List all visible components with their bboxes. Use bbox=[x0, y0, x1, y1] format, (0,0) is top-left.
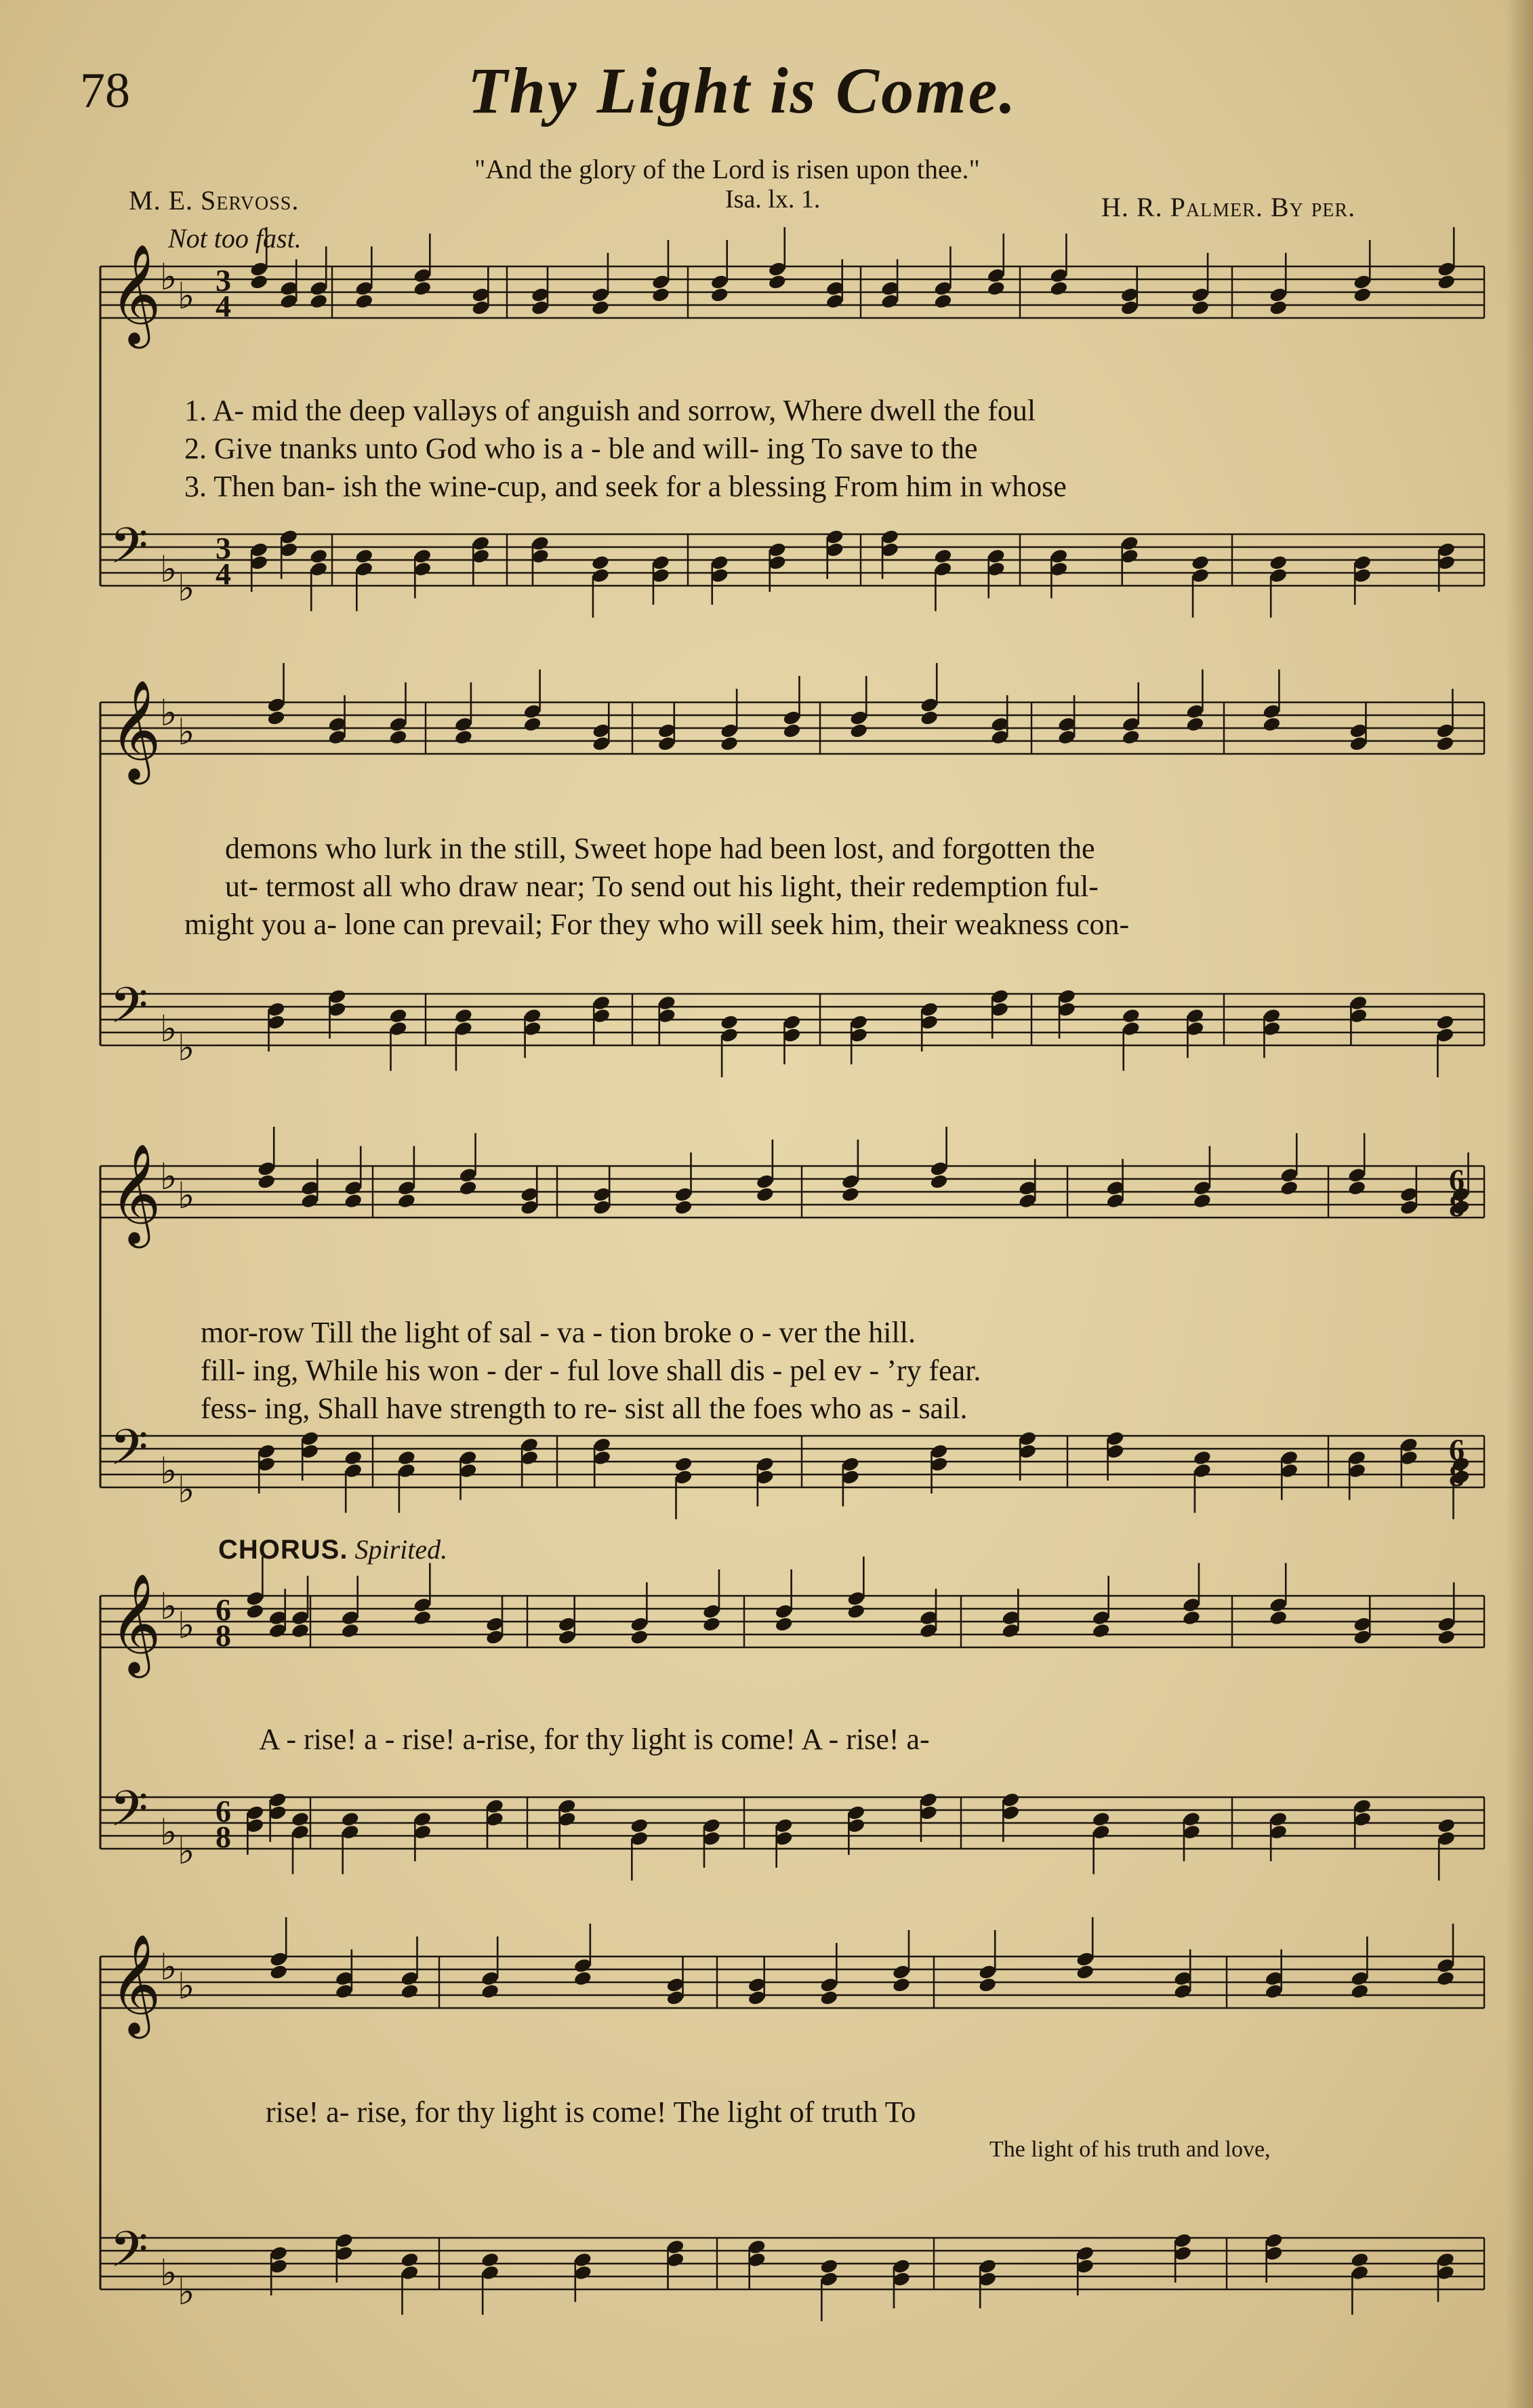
note-head bbox=[344, 1192, 363, 1209]
note-head bbox=[1350, 2251, 1370, 2268]
note-head bbox=[1182, 1609, 1202, 1626]
chorus-time-signature-numerator: 6 bbox=[216, 1592, 231, 1627]
verse-time-signature-denominator: 4 bbox=[216, 557, 231, 591]
treble-clef-icon: 𝄞 bbox=[110, 243, 161, 344]
chorus-time-signature-numerator: 6 bbox=[1449, 1163, 1465, 1197]
lyric-verse2-line1: 2. Give tnanks unto God who is a - ble and will- ing To save to the bbox=[184, 432, 978, 465]
note-head bbox=[819, 2258, 839, 2275]
note-head bbox=[1353, 287, 1372, 304]
flat-icon: ♭ bbox=[160, 1946, 178, 1988]
bass-clef-icon: 𝄢 bbox=[110, 1418, 148, 1488]
chorus-time-signature-denominator: 8 bbox=[216, 1820, 231, 1854]
flat-icon: ♭ bbox=[178, 2270, 195, 2313]
note-head bbox=[674, 1199, 693, 1216]
note-head bbox=[400, 1983, 420, 2000]
note-head bbox=[756, 1186, 775, 1203]
tempo-marking: Not too fast. bbox=[168, 223, 302, 254]
note-head bbox=[266, 710, 286, 727]
note-head bbox=[892, 1977, 912, 1994]
note-head bbox=[1280, 1180, 1299, 1197]
note-head bbox=[1437, 274, 1456, 291]
note-head bbox=[1435, 1014, 1455, 1031]
flat-icon: ♭ bbox=[178, 567, 195, 609]
bass-clef-icon: 𝄢 bbox=[110, 517, 148, 586]
lyric-verse2-line3: fill- ing, While his won - der - ful love shall dis - pel ev - ’ry fear. bbox=[201, 1354, 981, 1387]
note-head bbox=[388, 1007, 408, 1024]
note-head bbox=[767, 274, 787, 291]
note-head bbox=[651, 287, 671, 304]
note-head bbox=[397, 1192, 417, 1209]
note-head bbox=[1435, 736, 1455, 752]
note-head bbox=[523, 716, 542, 733]
note-head bbox=[774, 1616, 794, 1633]
note-head bbox=[846, 1603, 866, 1620]
note-head bbox=[1269, 300, 1288, 317]
note-head bbox=[1350, 1983, 1370, 2000]
note-head bbox=[986, 280, 1006, 297]
note-head bbox=[1436, 1970, 1456, 1987]
lyric-verse2-line2: ut- termost all who draw near; To send out his light, their redemption ful- bbox=[225, 870, 1099, 903]
note-head bbox=[720, 736, 739, 752]
note-head bbox=[481, 2251, 500, 2268]
scripture-reference: Isa. lx. 1. bbox=[725, 185, 821, 214]
composer-credit: H. R. Palmer. By per. bbox=[1101, 192, 1356, 222]
flat-icon: ♭ bbox=[160, 548, 178, 590]
flat-icon: ♭ bbox=[178, 275, 195, 317]
treble-clef-icon: 𝄞 bbox=[110, 1573, 161, 1674]
note-head bbox=[354, 548, 374, 565]
flat-icon: ♭ bbox=[160, 1449, 178, 1492]
note-head bbox=[841, 1186, 861, 1203]
note-head bbox=[782, 723, 802, 740]
note-head bbox=[819, 1990, 839, 2007]
chorus-label bbox=[218, 1533, 447, 1565]
note-head bbox=[269, 1964, 289, 1981]
note-head bbox=[674, 1456, 693, 1473]
note-head bbox=[1262, 716, 1282, 733]
note-head bbox=[397, 1449, 417, 1466]
note-head bbox=[1193, 1192, 1212, 1209]
note-head bbox=[933, 548, 953, 565]
note-head bbox=[929, 1173, 949, 1190]
note-head bbox=[1269, 555, 1288, 571]
treble-clef-icon: 𝄞 bbox=[110, 679, 161, 780]
chorus-lyric-line2: rise! a- rise, for thy light is come! The light of truth To bbox=[266, 2095, 916, 2129]
note-head bbox=[1121, 729, 1141, 746]
note-head bbox=[920, 710, 939, 727]
chorus-alto-lyric: The light of his truth and love, bbox=[989, 2137, 1271, 2162]
note-head bbox=[710, 287, 729, 304]
note-head bbox=[257, 1173, 277, 1190]
flat-icon: ♭ bbox=[178, 1468, 195, 1511]
note-head bbox=[591, 300, 611, 317]
bass-clef-icon: 𝄢 bbox=[110, 1780, 148, 1849]
lyric-verse3-line1: 3. Then ban- ish the wine-cup, and seek for a blessing From him in whose bbox=[184, 470, 1067, 503]
note-head bbox=[388, 729, 408, 746]
flat-icon: ♭ bbox=[160, 691, 178, 734]
flat-icon: ♭ bbox=[160, 1811, 178, 1853]
note-head bbox=[454, 729, 474, 746]
note-head bbox=[1347, 1180, 1367, 1197]
verse-time-signature-denominator: 4 bbox=[216, 289, 231, 323]
note-head bbox=[1076, 1964, 1095, 1981]
note-head bbox=[702, 1616, 722, 1633]
flat-icon: ♭ bbox=[178, 1965, 195, 2007]
bass-clef-icon: 𝄢 bbox=[110, 976, 148, 1046]
flat-icon: ♭ bbox=[178, 1830, 195, 1872]
verse-time-signature-numerator: 3 bbox=[216, 263, 231, 298]
note-head bbox=[344, 1449, 363, 1466]
note-head bbox=[1185, 716, 1205, 733]
note-head bbox=[630, 1818, 649, 1834]
flat-icon: ♭ bbox=[160, 2251, 178, 2294]
note-head bbox=[1191, 555, 1210, 571]
note-head bbox=[1191, 300, 1210, 317]
chorus-time-signature-numerator: 6 bbox=[216, 1794, 231, 1828]
note-head bbox=[291, 1622, 310, 1639]
note-head bbox=[454, 1007, 474, 1024]
note-head bbox=[340, 1811, 360, 1828]
note-head bbox=[1193, 1449, 1212, 1466]
note-head bbox=[249, 274, 269, 291]
note-head bbox=[573, 1970, 593, 1987]
chorus-time-signature-denominator: 8 bbox=[1449, 1458, 1465, 1493]
note-head bbox=[309, 548, 329, 565]
note-head bbox=[720, 1014, 739, 1031]
flat-icon: ♭ bbox=[178, 1604, 195, 1647]
note-head bbox=[481, 1983, 500, 2000]
lyric-verse3-line2: might you a- lone can prevail; For they who will seek him, their weakness con- bbox=[184, 908, 1130, 941]
note-head bbox=[630, 1629, 649, 1646]
chorus-time-signature-denominator: 8 bbox=[216, 1618, 231, 1653]
treble-clef-icon: 𝄞 bbox=[110, 1933, 161, 2034]
epigraph: "And the glory of the Lord is risen upon thee." bbox=[474, 154, 980, 184]
chorus-time-signature-denominator: 8 bbox=[1449, 1188, 1465, 1223]
bass-clef-icon: 𝄢 bbox=[110, 2220, 148, 2290]
note-head bbox=[1091, 1622, 1111, 1639]
flat-icon: ♭ bbox=[178, 710, 195, 753]
flat-icon: ♭ bbox=[160, 1155, 178, 1198]
flat-icon: ♭ bbox=[160, 1585, 178, 1628]
flat-icon: ♭ bbox=[178, 1174, 195, 1217]
flat-icon: ♭ bbox=[160, 1007, 178, 1050]
lyric-verse1-line1: 1. A- mid the deep valləys of anguish and sorrow, Where dwell the foul bbox=[184, 394, 1036, 427]
note-head bbox=[1437, 1818, 1456, 1834]
note-head bbox=[309, 293, 329, 310]
note-head bbox=[400, 2251, 420, 2268]
treble-clef-icon: 𝄞 bbox=[110, 1143, 161, 1244]
chorus-lyric-line1: A - rise! a - rise! a-rise, for thy light is come! A - rise! a- bbox=[259, 1723, 930, 1756]
song-title: Thy Light is Come. bbox=[468, 54, 1018, 127]
note-head bbox=[413, 280, 432, 297]
chorus-heading: CHORUS. bbox=[218, 1535, 348, 1565]
note-head bbox=[933, 293, 953, 310]
note-head bbox=[1049, 280, 1069, 297]
note-head bbox=[413, 1609, 432, 1626]
lyric-verse1-line3: mor-row Till the light of sal - va - tion broke o - ver the hill. bbox=[201, 1316, 916, 1349]
lyric-verse3-line3: fess- ing, Shall have strength to re- sist all the foes who as - sail. bbox=[201, 1392, 968, 1425]
note-head bbox=[1091, 1811, 1111, 1828]
note-head bbox=[849, 723, 869, 740]
author-credit: M. E. Servoss. bbox=[129, 185, 300, 216]
chorus-time-signature-numerator: 6 bbox=[1449, 1432, 1465, 1467]
note-head bbox=[458, 1180, 478, 1197]
lyric-verse1-line2: demons who lurk in the still, Sweet hope had been lost, and forgotten the bbox=[225, 832, 1095, 865]
chorus-tempo: Spirited. bbox=[354, 1534, 448, 1565]
flat-icon: ♭ bbox=[160, 256, 178, 298]
flat-icon: ♭ bbox=[178, 1026, 195, 1069]
note-head bbox=[978, 1977, 998, 1994]
note-head bbox=[591, 555, 611, 571]
note-head bbox=[291, 1811, 310, 1828]
note-head bbox=[354, 293, 374, 310]
note-head bbox=[1437, 1629, 1456, 1646]
verse-time-signature-numerator: 3 bbox=[216, 531, 231, 565]
note-head bbox=[340, 1622, 360, 1639]
note-head bbox=[1121, 1007, 1141, 1024]
note-head bbox=[245, 1603, 265, 1620]
note-head bbox=[1269, 1609, 1288, 1626]
page-number: 78 bbox=[80, 63, 130, 119]
